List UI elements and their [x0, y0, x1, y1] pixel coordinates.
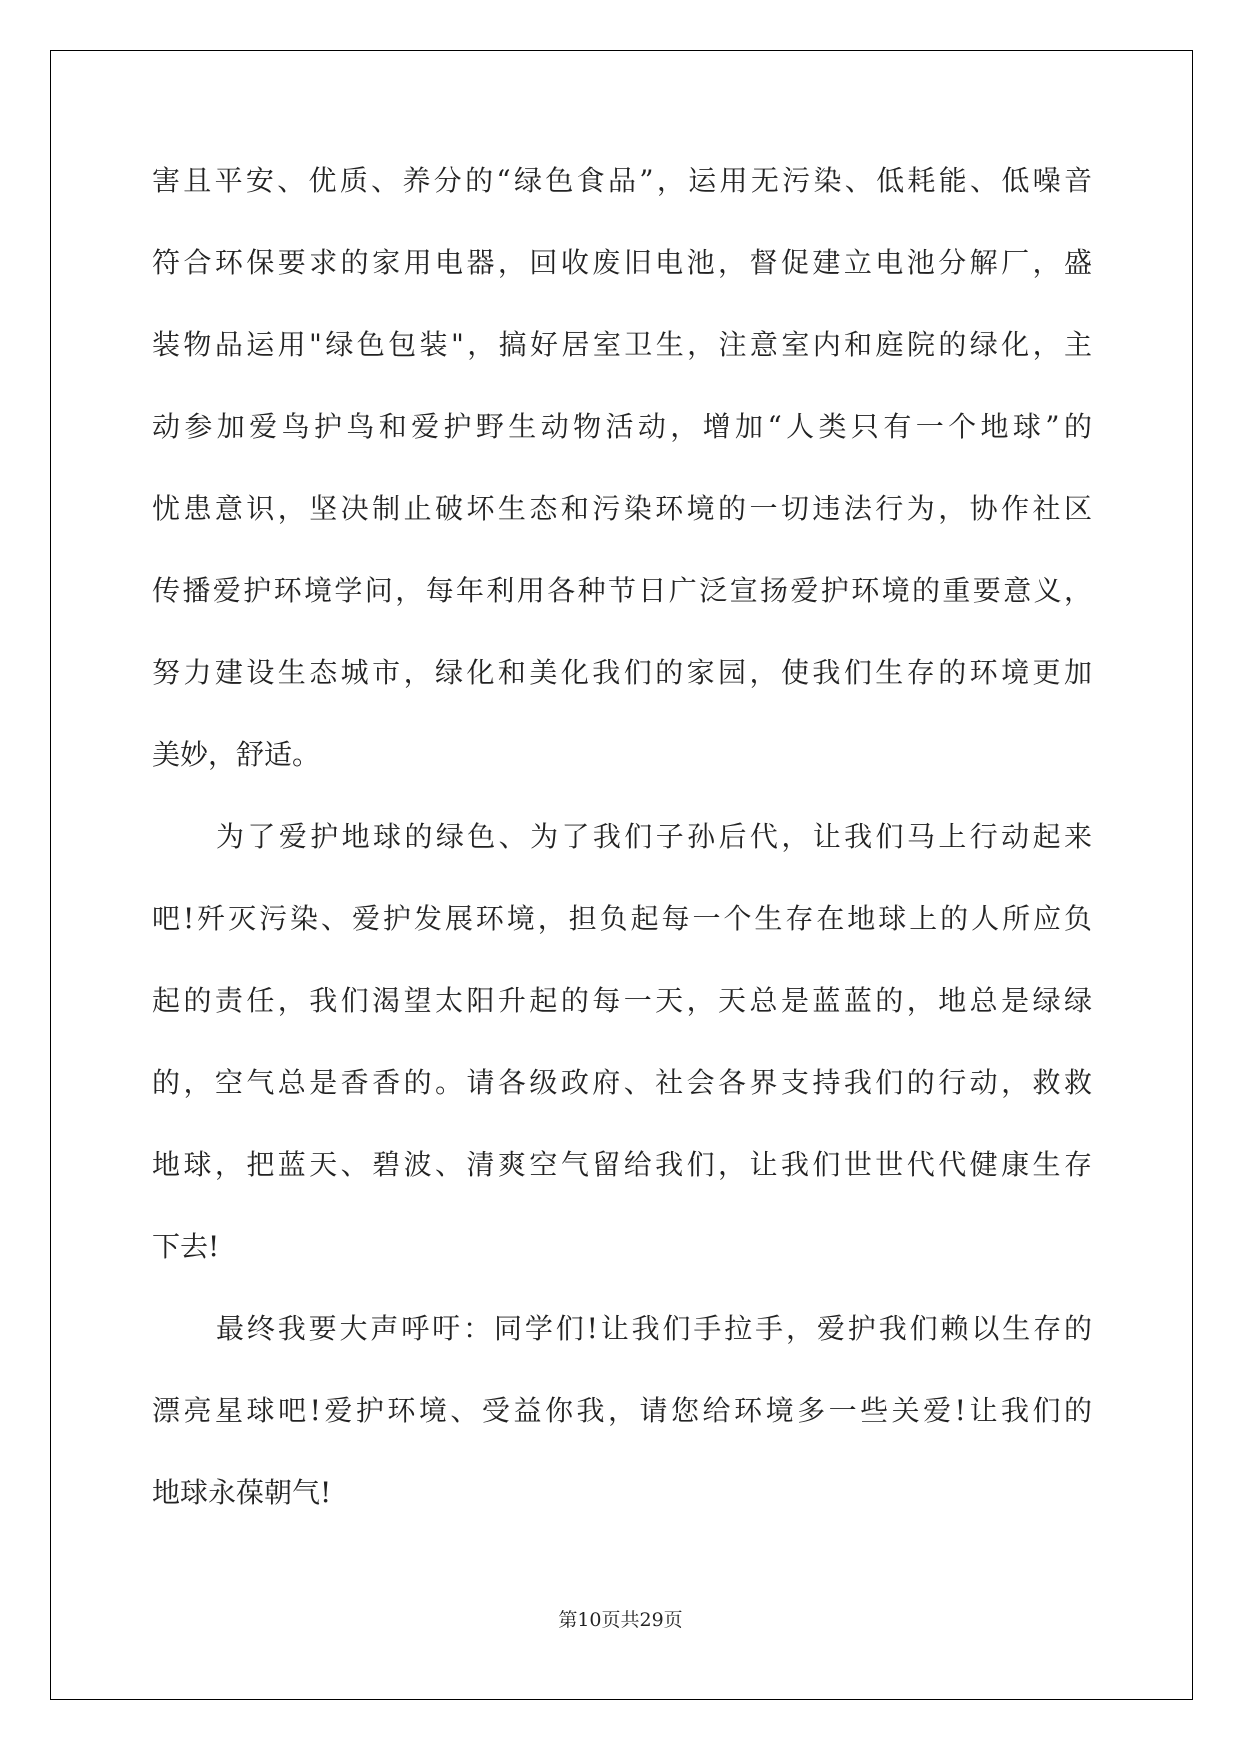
paragraph-1 [152, 158, 1092, 814]
text-line: 美妙，舒适。 [152, 738, 321, 771]
page-total: 共29页 [620, 1609, 683, 1631]
text-line: 最终我要大声呼吁：同学们!让我们手拉手，爱护我们赖以生存的 [216, 1312, 1092, 1345]
paragraph-3 [152, 1306, 1092, 1552]
text-line: 动参加爱鸟护鸟和爱护野生动物活动，增加“人类只有一个地球”的 [152, 410, 1092, 443]
text-line: 害且平安、优质、养分的“绿色食品”，运用无污染、低耗能、低噪音 [152, 164, 1092, 197]
page-number: 第10页 [558, 1609, 621, 1631]
text-line: 为了爱护地球的绿色、为了我们子孙后代，让我们马上行动起来 [216, 820, 1092, 853]
text-line: 漂亮星球吧!爱护环境、受益你我，请您给环境多一些关爱!让我们的 [152, 1394, 1092, 1427]
text-line: 地球，把蓝天、碧波、清爽空气留给我们，让我们世世代代健康生存 [152, 1148, 1092, 1181]
text-line: 地球永葆朝气! [152, 1476, 332, 1509]
text-line: 吧!歼灭污染、爱护发展环境，担负起每一个生存在地球上的人所应负 [152, 902, 1092, 935]
text-line: 的，空气总是香香的。请各级政府、社会各界支持我们的行动，救救 [152, 1066, 1092, 1099]
page-body [152, 158, 1092, 1552]
text-line: 起的责任，我们渴望太阳升起的每一天，天总是蓝蓝的，地总是绿绿 [152, 984, 1092, 1017]
text-line: 符合环保要求的家用电器，回收废旧电池，督促建立电池分解厂，盛 [152, 246, 1092, 279]
paragraph-2 [152, 814, 1092, 1306]
text-line: 努力建设生态城市，绿化和美化我们的家园，使我们生存的环境更加 [152, 656, 1092, 689]
text-line: 传播爱护环境学问，每年利用各种节日广泛宣扬爱护环境的重要意义， [152, 574, 1092, 607]
text-line: 下去! [152, 1230, 220, 1263]
text-line: 装物品运用"绿色包装"，搞好居室卫生，注意室内和庭院的绿化，主 [152, 328, 1092, 361]
page-footer [0, 1605, 1241, 1632]
text-line: 忧患意识，坚决制止破坏生态和污染环境的一切违法行为，协作社区 [152, 492, 1092, 525]
